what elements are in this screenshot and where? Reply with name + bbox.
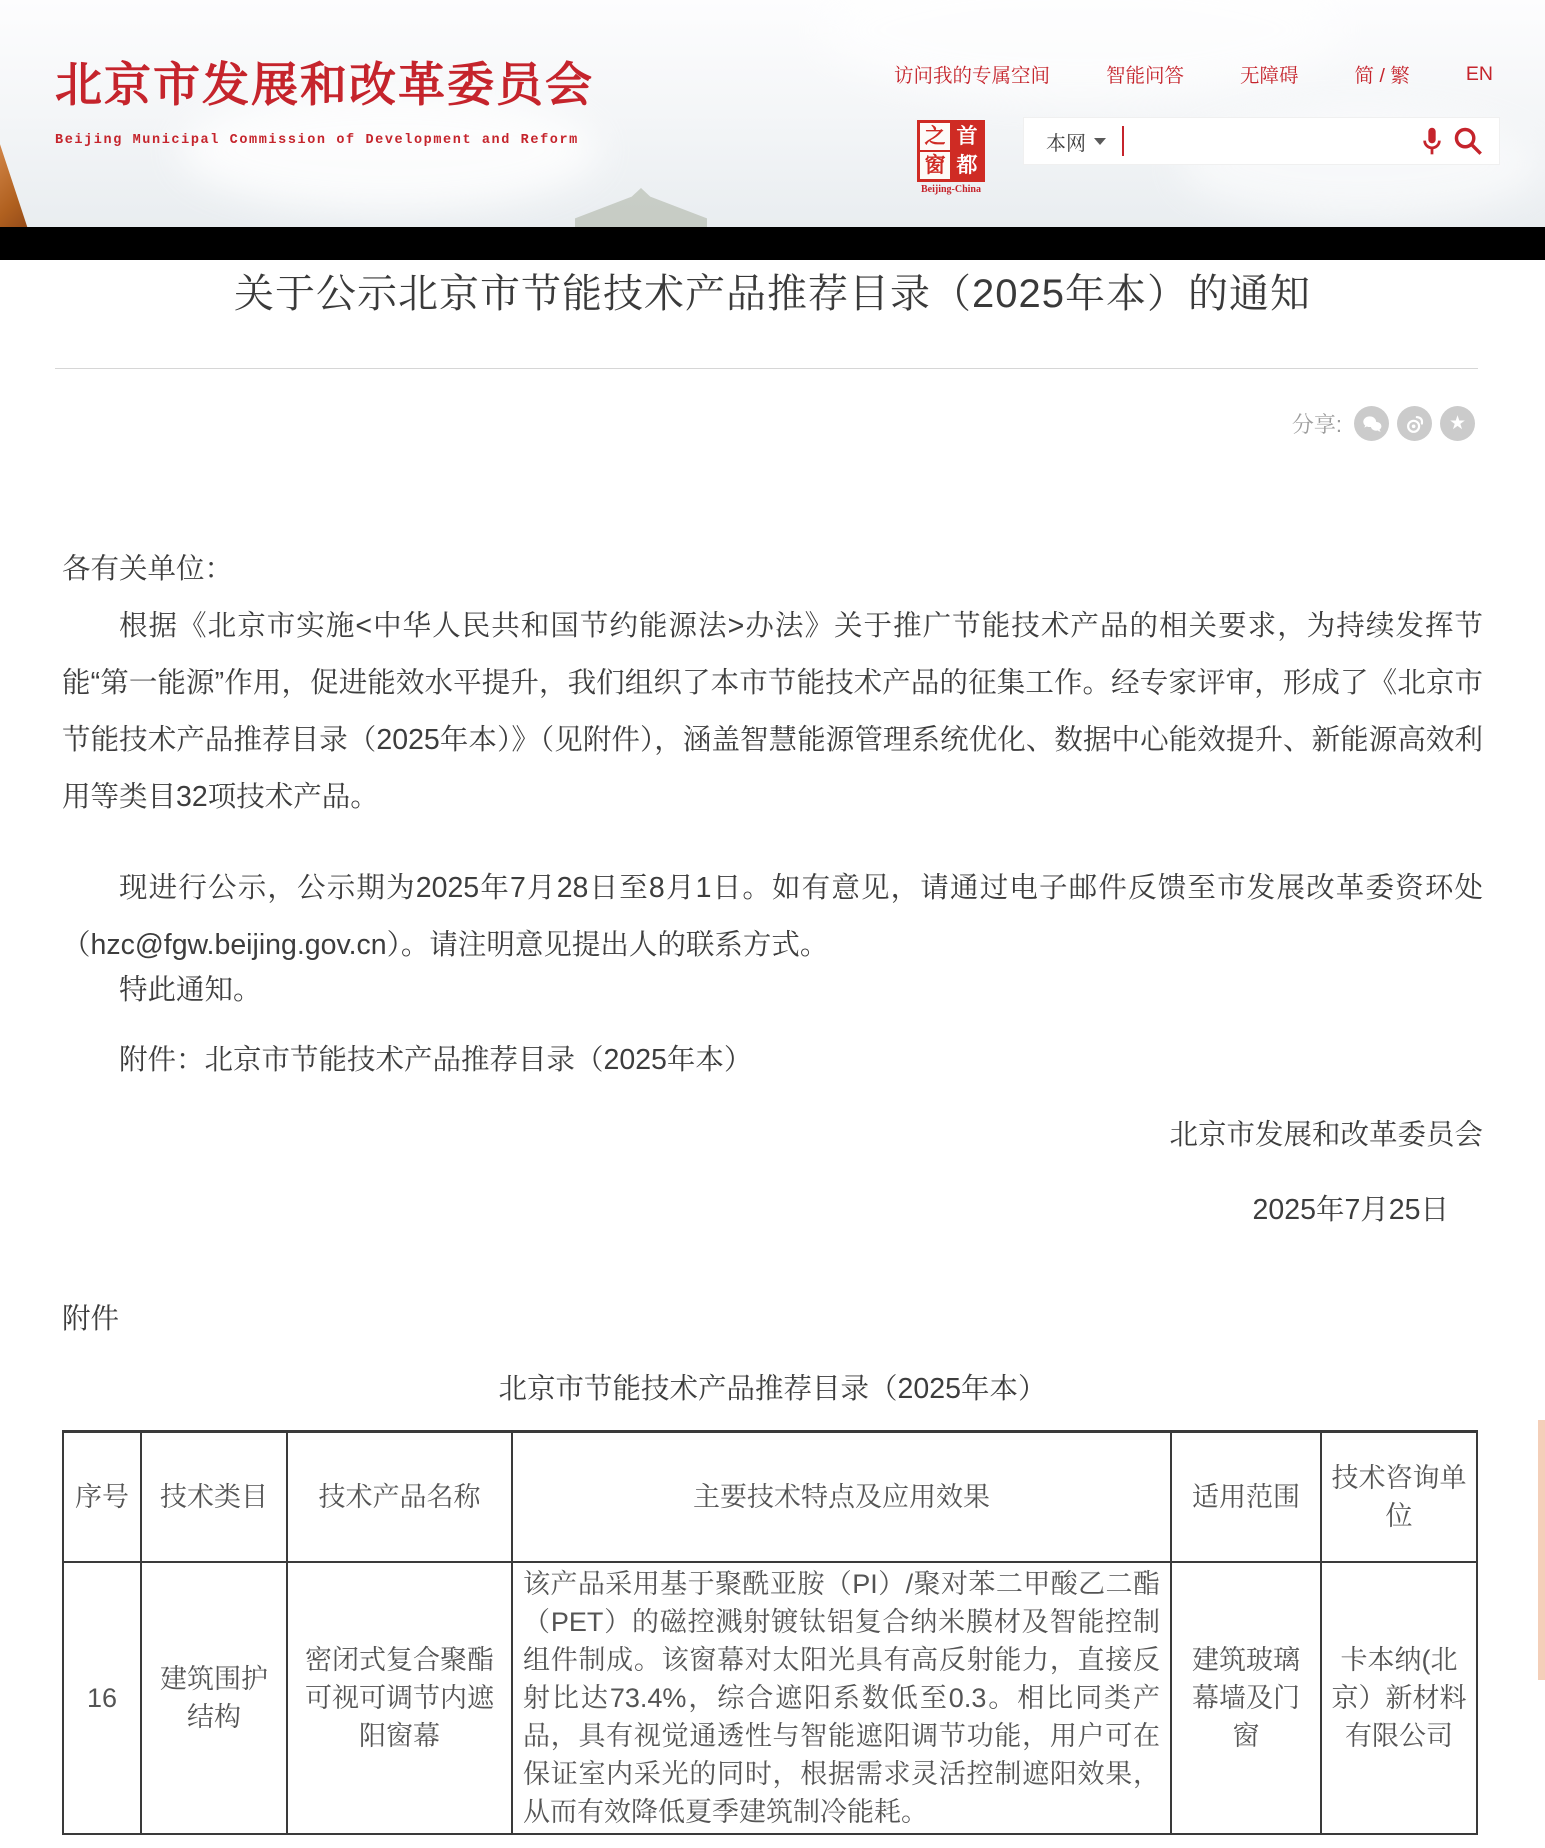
site-title: 北京市发展和改革委员会 xyxy=(55,58,594,111)
cell-product: 密闭式复合聚酯可视可调节内遮阳窗幕 xyxy=(287,1562,512,1834)
seal-char: 窗 xyxy=(920,152,950,179)
attachment-table-caption: 北京市节能技术产品推荐目录（2025年本） xyxy=(498,1373,1047,1405)
microphone-icon[interactable] xyxy=(1421,126,1443,157)
cell-category: 建筑围护结构 xyxy=(141,1562,287,1834)
scrollbar-thumb[interactable] xyxy=(1538,1420,1545,1680)
site-subtitle: Beijing Municipal Commission of Development and Reform xyxy=(55,133,579,148)
search-input[interactable] xyxy=(1124,117,1421,165)
recommended-products-table xyxy=(62,1430,1478,1835)
share-row xyxy=(1292,406,1475,441)
page-title: 关于公示北京市节能技术产品推荐目录（2025年本）的通知 xyxy=(234,272,1311,316)
cell-features: 该产品采用基于聚酰亚胺（PI）/聚对苯二甲酸乙二酯（PET）的磁控溅射镀钛铝复合纳米膜材及智能控制组件制成。该窗幕对太阳光具有高反射能力，直接反射比达73.4%，综合遮阳系数低至0.3。相比同类产品，具有视觉通透性与智能遮阳调节功能，用户可在保证室内采光的同时，根据需求灵活控制遮阳效果，从而有效降低夏季建筑制冷能耗。 xyxy=(512,1562,1171,1834)
table-header-row xyxy=(63,1432,1477,1562)
cell-no: 16 xyxy=(63,1562,141,1834)
letter-signer: 北京市发展和改革委员会 xyxy=(1169,1119,1483,1151)
title-divider xyxy=(55,368,1478,369)
col-header-product: 技术产品名称 xyxy=(287,1432,512,1562)
seal-char: 都 xyxy=(952,152,982,179)
star-icon: ★ xyxy=(1448,413,1467,434)
letter-paragraph-1: 根据《北京市实施<中华人民共和国节约能源法>办法》关于推广节能技术产品的相关要求，为持续发挥节能“第一能源”作用，促进能效水平提升，我们组织了本市节能技术产品的征集工作。经专家评审，形成了《北京市节能技术产品推荐目录（2025年本）》（见附件），涵盖智慧能源管理系统优化、数据中心能效提升、新能源高效利用等类目32项技术产品。 xyxy=(62,610,1483,813)
letter-attachment-line: 附件：北京市节能技术产品推荐目录（2025年本） xyxy=(119,1044,753,1076)
seal-char: 首 xyxy=(952,123,982,150)
col-header-category: 技术类目 xyxy=(141,1432,287,1562)
search-bar xyxy=(1023,117,1500,165)
letter-date: 2025年7月25日 xyxy=(1252,1194,1449,1226)
share-wechat-icon[interactable] xyxy=(1354,406,1389,441)
share-label: 分享: xyxy=(1291,412,1342,437)
attachment-label: 附件 xyxy=(62,1303,120,1335)
share-favorite-icon[interactable] xyxy=(1440,406,1475,441)
col-header-scope: 适用范围 xyxy=(1171,1432,1321,1562)
site-header xyxy=(0,0,1545,227)
cell-scope: 建筑玻璃幕墙及门窗 xyxy=(1171,1562,1321,1834)
nav-accessibility[interactable]: 无障碍 xyxy=(1240,65,1299,87)
search-icons xyxy=(1421,126,1483,157)
letter-closing: 特此通知。 xyxy=(119,974,262,1006)
col-header-no: 序号 xyxy=(63,1432,141,1562)
search-scope-label: 本网 xyxy=(1046,132,1086,155)
seal-grid xyxy=(917,120,985,182)
table-row xyxy=(63,1562,1477,1834)
search-scope-dropdown[interactable] xyxy=(1046,127,1106,156)
col-header-features: 主要技术特点及应用效果 xyxy=(512,1432,1171,1562)
seal-char: 之 xyxy=(920,123,950,150)
letter-paragraph-2: 现进行公示，公示期为2025年7月28日至8月1日。如有意见，请通过电子邮件反馈至市发展改革委资环处（hzc@fgw.beijing.gov.cn）。请注明意见提出人的联系方式。 xyxy=(62,872,1483,961)
header-divider-bar xyxy=(0,227,1545,260)
capital-window-seal-logo[interactable] xyxy=(917,120,985,195)
nav-english[interactable]: EN xyxy=(1465,62,1493,85)
share-weibo-icon[interactable] xyxy=(1397,406,1432,441)
roof-corner-decoration xyxy=(0,135,44,227)
top-nav xyxy=(894,60,1493,88)
col-header-consultant: 技术咨询单位 xyxy=(1321,1432,1477,1562)
chevron-down-icon xyxy=(1094,138,1106,145)
nav-simplified-traditional[interactable]: 简 / 繁 xyxy=(1354,65,1410,87)
letter-greeting: 各有关单位： xyxy=(62,553,234,585)
nav-my-space[interactable]: 访问我的专属空间 xyxy=(894,65,1051,87)
nav-smart-qa[interactable]: 智能问答 xyxy=(1106,65,1185,87)
seal-caption: Beijing-China xyxy=(920,184,981,195)
search-icon[interactable] xyxy=(1453,126,1483,156)
pagoda-silhouette xyxy=(575,188,707,227)
site-logo[interactable] xyxy=(55,48,594,148)
cell-consultant: 卡本纳(北京）新材料有限公司 xyxy=(1321,1562,1477,1834)
